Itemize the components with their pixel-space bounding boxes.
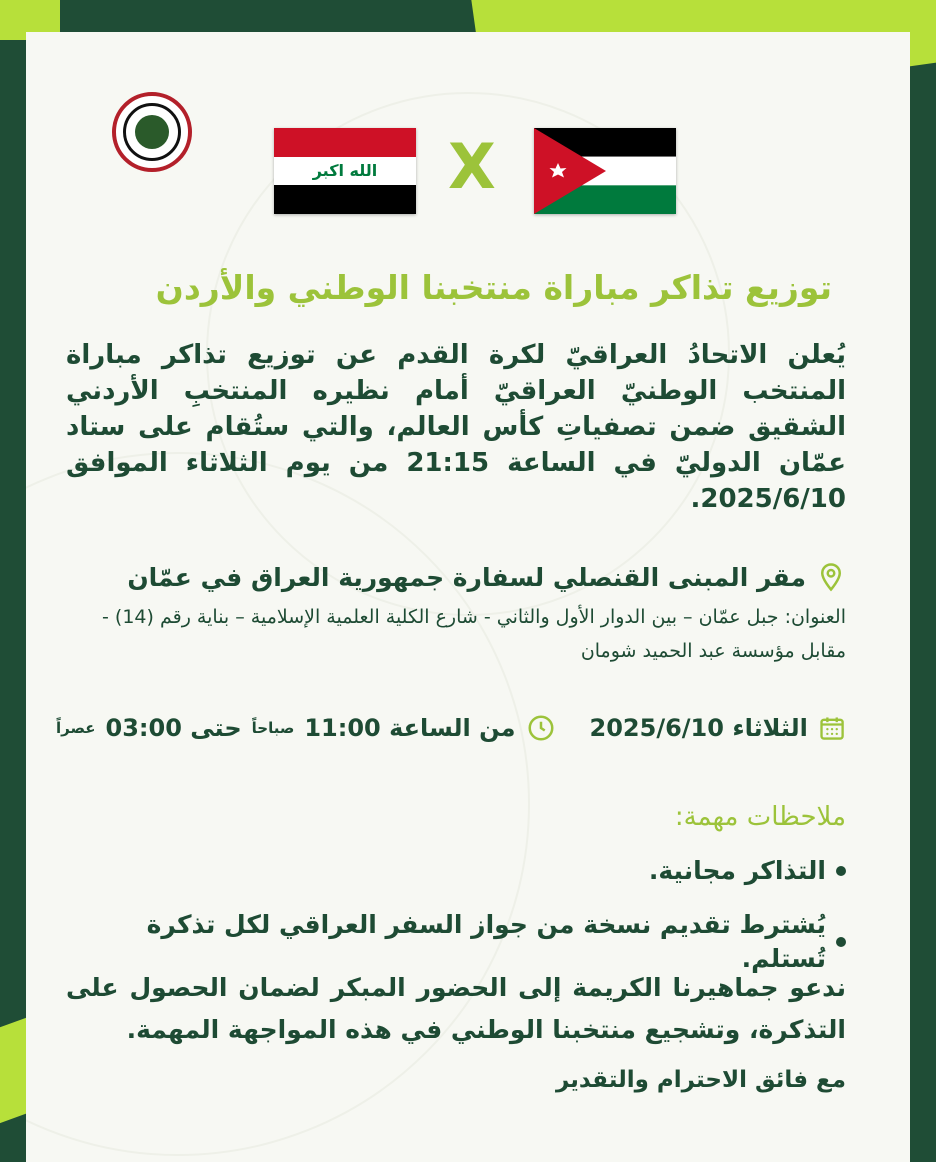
location-address: العنوان: جبل عمّان – بين الدوار الأول والثاني - شارع الكلية العلمية الإسلامية – بناية رقم (14) - مقابل مؤسسة عبد الحميد شومان [102,606,846,662]
versus-mark: X [448,130,496,203]
bullet [836,866,846,876]
schedule-to: حتى 03:00 [105,714,242,742]
iraq-flag [274,128,416,214]
notes-title: ملاحظات مهمة: [674,802,846,832]
note-text: يُشترط تقديم نسخة من جواز السفر العراقي لكل تذكرة تُستلم. [146,910,826,973]
iraq-flag-takbir: الله اكبر [312,161,378,181]
announcement-card [26,32,910,1162]
jordan-flag [534,128,676,214]
calendar-icon [818,713,846,743]
schedule-date: الثلاثاء 2025/6/10 [589,714,808,742]
list-item [66,908,846,976]
signoff: مع فائق الاحترام والتقدير [555,1067,846,1093]
clock-icon [526,712,556,744]
list-item [66,854,846,888]
location-name: مقر المبنى القنصلي لسفارة جمهورية العراق في عمّان [127,562,806,592]
announcement-text: يُعلن الاتحادُ العراقيّ لكرة القدم عن توزيع تذاكر مباراة المنتخب الوطنيّ العراقيّ أمام نظيره المنتخبِ الأردني الشقيق ضمن تصفياتِ كأس العالم، والتي ستُقام على ستاد عمّان الدوليّ في الساعة 21:15 من يوم الثلاثاء الموافق 2025/6/10. [66,340,846,514]
closing-text: ندعو جماهيرنا الكريمة إلى الحضور المبكر لضمان الحصول على التذكرة، وتشجيع منتخبنا الوطني في هذه المواجهة المهمة. [66,973,846,1044]
bullet [836,937,846,947]
schedule-row [56,712,846,744]
page-title: توزيع تذاكر مباراة منتخبنا الوطني والأردن [155,268,832,307]
location-section [66,562,846,668]
note-text: التذاكر مجانية. [648,856,826,885]
schedule-from: من الساعة 11:00 [304,714,516,742]
location-pin-icon [816,562,846,592]
federation-logo [112,92,192,172]
schedule-afternoon: عصراً [56,719,96,737]
schedule-morning: صباحاً [251,719,295,737]
